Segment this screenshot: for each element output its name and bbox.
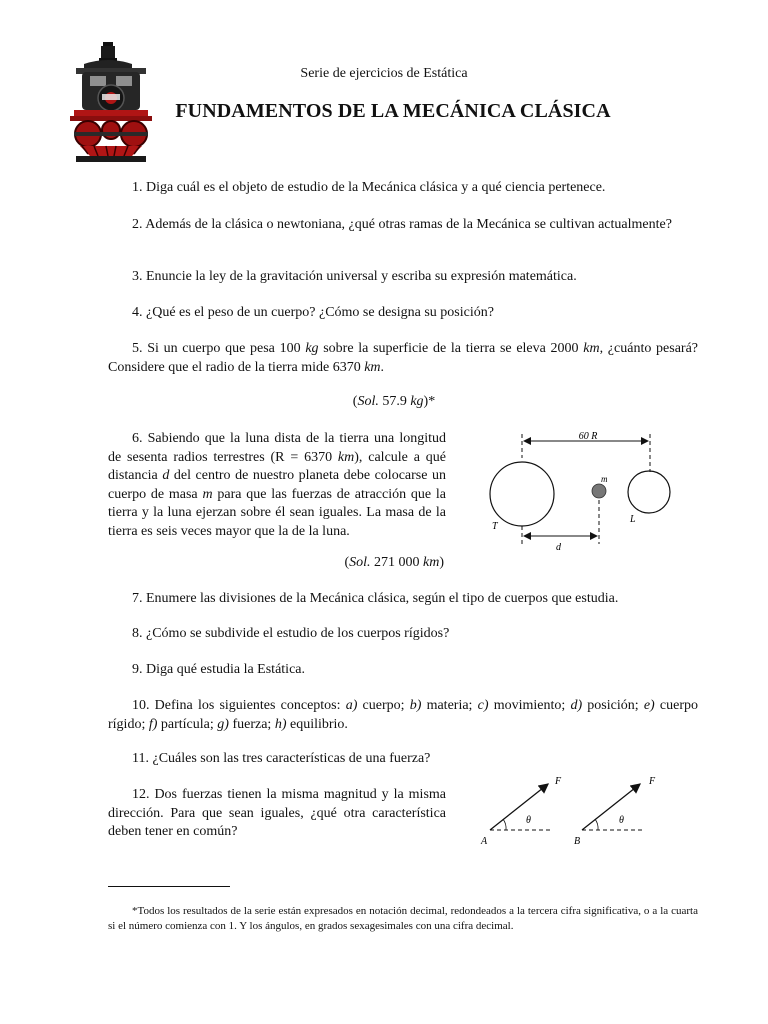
series-subtitle: Serie de ejercicios de Estática: [300, 66, 468, 81]
question-4: 4. ¿Qué es el peso de un cuerpo? ¿Cómo se designa su posición?: [132, 305, 494, 320]
question-7: 7. Enumere las divisiones de la Mecánica clásica, según el tipo de cuerpos que estudia.: [132, 591, 619, 606]
question-10: 10. Defina los siguientes conceptos: a) cuerpo; b) materia; c) movimiento; d) posición; e) cuerpo rígido; f) partícula; g) fuerza; h) equilibrio.: [108, 698, 698, 732]
question-9: 9. Diga qué estudia la Estática.: [132, 662, 305, 677]
force-arrow-a: [490, 784, 548, 830]
mass-point: [592, 484, 606, 498]
footnote-divider: [108, 886, 230, 887]
angle-label-a: θ: [526, 815, 531, 826]
moon-circle: [628, 471, 670, 513]
question-8: 8. ¿Cómo se subdivide el estudio de los cuerpos rígidos?: [132, 626, 450, 641]
mass-label: m: [601, 474, 608, 484]
question-2: 2. Además de la clásica o newtoniana, ¿qué otras ramas de la Mecánica se cultivan actualmente?: [132, 217, 672, 232]
question-6: 6. Sabiendo que la luna dista de la tierra una longitud de sesenta radios terrestres (R = 6370 km), calcule a qué distancia d del centro de nuestro planeta debe colocarse un cuerpo de masa m para que las fuerzas de atracción que la tierra y la luna ejerzan sobre él sean iguales. La masa de la tierra es seis veces mayor que la de la luna.: [108, 431, 447, 539]
force-label-a: F: [555, 776, 562, 787]
question-11: 11. ¿Cuáles son las tres características de una fuerza?: [132, 751, 431, 766]
angle-label-b: θ: [619, 815, 624, 826]
question-1: 1. Diga cuál es el objeto de estudio de la Mecánica clásica y a qué ciencia pertenece.: [132, 180, 606, 195]
point-label-b: B: [574, 836, 581, 847]
solution-5: (Sol. 57.9 kg)*: [352, 394, 436, 409]
earth-label: T: [492, 521, 498, 532]
footnote: *Todos los resultados de la serie están expresados en notación decimal, redondeados a la tercera cifra significativa, o a la cuarta si el número comienza con 1. Y los ángulos, en grados sexagesimales con una cifra decimal.: [108, 905, 698, 932]
question-3: 3. Enuncie la ley de la gravitación universal y escriba su expresión matemática.: [132, 269, 577, 284]
force-arrow-b: [582, 784, 640, 830]
question-12: 12. Dos fuerzas tienen la misma magnitud y la misma dirección. Para que sean iguales, ¿qué otra característica deben tener en común?: [108, 787, 446, 839]
earth-circle: [490, 462, 554, 526]
moon-label: L: [630, 514, 636, 525]
earth-moon-diagram: [470, 426, 690, 556]
question-5: 5. Si un cuerpo que pesa 100 kg sobre la superficie de la tierra se eleva 2000 km, ¿cuánto pesará? Considere que el radio de la tierra mide 6370 km.: [108, 341, 699, 375]
forces-diagram: [474, 772, 674, 848]
force-label-b: F: [649, 776, 656, 787]
point-label-a: A: [481, 836, 488, 847]
page-title: FUNDAMENTOS DE LA MECÁNICA CLÁSICA: [175, 100, 611, 122]
solution-6: (Sol. 271 000 km): [344, 555, 444, 570]
d-label: d: [556, 542, 561, 553]
distance-label: 60 R: [578, 431, 598, 442]
